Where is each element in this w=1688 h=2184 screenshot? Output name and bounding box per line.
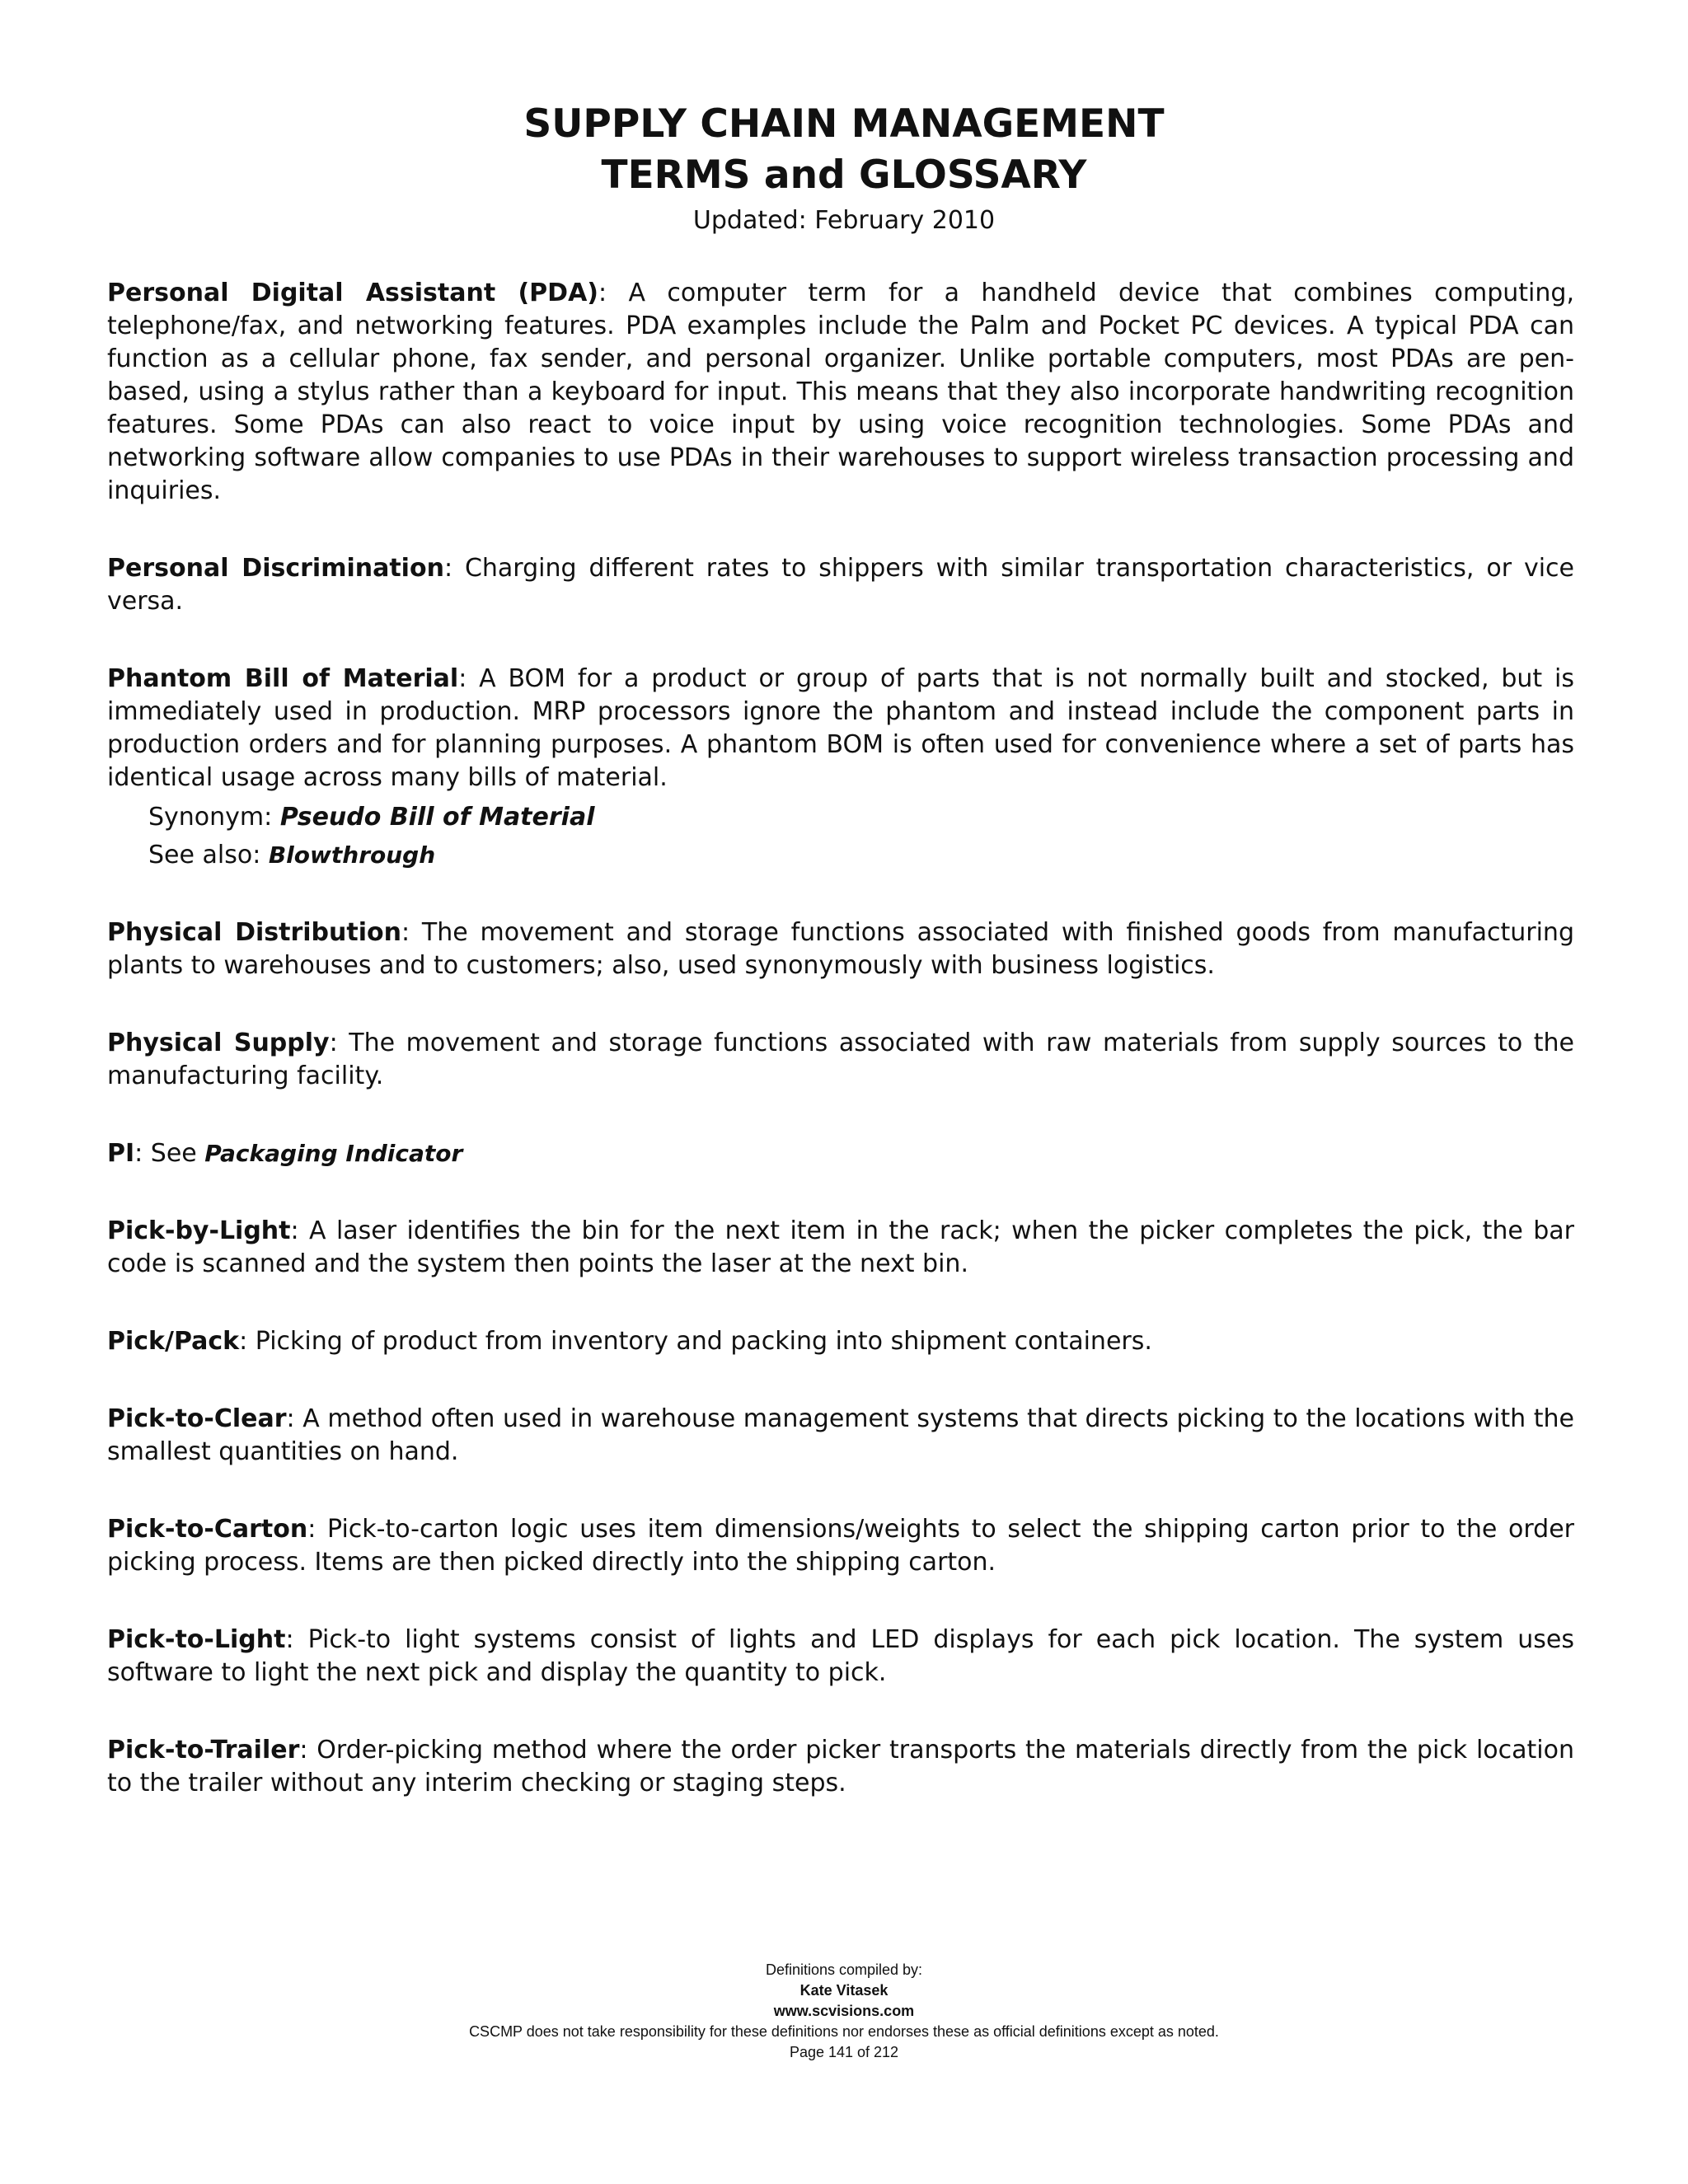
glossary-entry-pi (107, 1137, 1574, 1170)
entry-term: Pick-to-Trailer (107, 1736, 300, 1765)
entry-definition: : Pick-to-carton logic uses item dimensions/weights to select the shipping carton prior to the order picking process. Items are then picked directly into the shipping carton. (107, 1515, 1574, 1577)
footer-website-link[interactable]: www.scvisions.com (773, 2003, 915, 2019)
see-also-link[interactable]: Blowthrough (268, 841, 436, 869)
entry-definition: : See (134, 1139, 205, 1168)
entry-term: Physical Supply (107, 1029, 330, 1057)
entry-definition: : A computer term for a handheld device that combines computing, telephone/fax, and networking features. PDA examples include the Palm and Pocket PC devices. A typical PDA can function as a cellular phone, fax sender, and personal organizer. Unlike portable computers, most PDAs are pen-based, using a stylus rather than a keyboard for input. This means that they also incorporate handwriting recognition features. Some PDAs can also react to voice input by using voice recognition technologies. Some PDAs and networking software allow companies to use PDAs in their warehouses to support wireless transaction processing and inquiries. (107, 279, 1574, 505)
updated-date: Updated: February 2010 (692, 206, 996, 235)
entry-term: Pick-by-Light (107, 1216, 291, 1245)
entry-term: Personal Digital Assistant (PDA) (107, 279, 598, 307)
entry-term: Personal Discrimination (107, 554, 444, 583)
see-also-label: See also: (148, 841, 269, 869)
page-header (0, 99, 1688, 237)
glossary-entry-pda (107, 277, 1574, 508)
glossary-entry-pick-to-trailer (107, 1734, 1574, 1800)
glossary-entry-pick-to-light (107, 1624, 1574, 1690)
synonym-link[interactable]: Pseudo Bill of Material (279, 803, 595, 832)
synonym-line (148, 801, 1574, 834)
glossary-entry-pick-pack (107, 1325, 1574, 1358)
glossary-entry-pick-by-light (107, 1215, 1574, 1281)
entry-term: Physical Distribution (107, 918, 401, 947)
page-footer (0, 1960, 1688, 2063)
glossary-entry-phantom-bom (107, 663, 1574, 872)
glossary-entries (107, 277, 1574, 1844)
see-reference-link[interactable]: Packaging Indicator (204, 1140, 463, 1167)
entry-definition: : A BOM for a product or group of parts that is not normally built and stocked, but is immediately used in production. MRP processors ignore the phantom and instead include the component parts in production orders and for planning purposes. A phantom BOM is often used for convenience where a set of parts has identical usage across many bills of material. (107, 664, 1574, 792)
glossary-entry-pick-to-clear (107, 1403, 1574, 1469)
footer-compiled-by: Definitions compiled by: (765, 1961, 923, 1978)
entry-definition: : A laser identifies the bin for the next item in the rack; when the picker completes the pick, the bar code is scanned and the system then points the laser at the next bin. (107, 1216, 1574, 1278)
footer-disclaimer: CSCMP does not take responsibility for these definitions nor endorses these as official definitions except as noted. (469, 2023, 1219, 2040)
glossary-entry-physical-supply (107, 1027, 1574, 1093)
footer-author: Kate Vitasek (799, 1982, 889, 1999)
entry-term: Pick-to-Carton (107, 1515, 308, 1544)
entry-definition: : A method often used in warehouse management systems that directs picking to the locations with the smallest quantities on hand. (107, 1404, 1574, 1466)
glossary-entry-physical-distribution (107, 916, 1574, 982)
see-also-line (148, 839, 1574, 872)
entry-term: Pick/Pack (107, 1327, 240, 1356)
page-title-line-1: SUPPLY CHAIN MANAGEMENT (523, 101, 1165, 147)
glossary-entry-personal-discrimination (107, 552, 1574, 618)
entry-definition: : Picking of product from inventory and packing into shipment containers. (239, 1327, 1152, 1356)
page-title-line-2: TERMS and GLOSSARY (601, 152, 1087, 198)
entry-term: Phantom Bill of Material (107, 664, 459, 693)
entry-definition: : Order-picking method where the order picker transports the materials directly from the pick location to the trailer without any interim checking or staging steps. (107, 1736, 1574, 1797)
glossary-entry-pick-to-carton (107, 1513, 1574, 1579)
entry-definition: : Charging different rates to shippers with similar transportation characteristics, or vice versa. (107, 554, 1574, 616)
entry-term: Pick-to-Clear (107, 1404, 287, 1433)
entry-definition: : Pick-to light systems consist of lights and LED displays for each pick location. The system uses software to light the next pick and display the quantity to pick. (107, 1625, 1574, 1687)
entry-definition: : The movement and storage functions associated with finished goods from manufacturing plants to warehouses and to customers; also, used synonymously with business logistics. (107, 918, 1574, 980)
entry-term: PI (107, 1139, 135, 1168)
synonym-label: Synonym: (148, 803, 280, 832)
entry-term: Pick-to-Light (107, 1625, 286, 1654)
footer-page-number: Page 141 of 212 (789, 2044, 899, 2060)
entry-definition: : The movement and storage functions associated with raw materials from supply sources to the manufacturing facility. (107, 1029, 1575, 1090)
